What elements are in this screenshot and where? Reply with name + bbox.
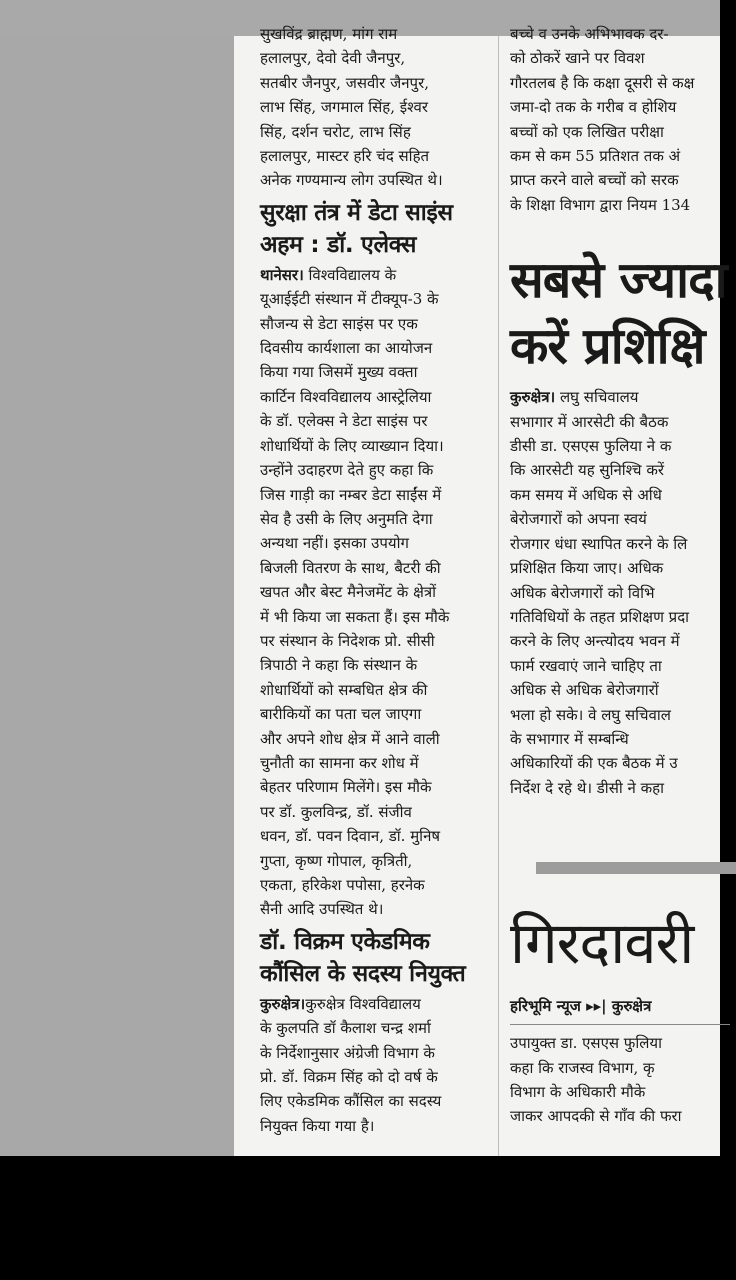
text-line: के कुलपति डॉ कैलाश चन्द्र शर्मा [260,1019,431,1038]
text-span: कुरुक्षेत्र विश्वविद्यालय [305,994,421,1013]
text-line: उपायुक्त डा. एसएस फुलिया [510,1034,662,1053]
text-span: विश्वविद्यालय के [308,265,397,284]
text-line: प्रो. डॉ. विक्रम सिंह को दो वर्ष के [260,1068,438,1087]
text-line: गौरतलब है कि कक्षा दूसरी से कक्ष [510,73,695,92]
text-span: लघु सचिवालय [560,388,639,407]
dateline: थानेसर। [260,265,304,284]
text-line: एकता, हरिकेश पपोसा, हरनेक [260,876,425,894]
text-line: कार्टिन विश्वविद्यालय आस्ट्रेलिया [260,387,432,406]
text-line: के डॉ. एलेक्स ने डेटा साइंस पर [260,412,428,431]
dateline: कुरुक्षेत्र। [260,994,306,1013]
text-line: गुप्ता, कृष्ण गोपाल, कृत्रिती, [260,851,413,870]
newspaper-page [234,25,727,1156]
article-girdawari-body [510,1031,730,1129]
big-headline-girdawari: गिरदावरी [510,909,694,978]
text-line: कि आरसेटी यह सुनिश्चि करें [510,461,664,480]
text-line: धवन, डॉ. पवन दिवान, डॉ. मुनिष [260,827,441,846]
text-line: लाभ सिंह, जगमाल सिंह, ईश्वर [260,98,429,117]
text-line: बारीकियों का पता चल जाएगा [260,705,422,724]
text-line: खपत और बेस्ट मैनेजमेंट के क्षेत्रों [260,583,437,602]
text-line [260,992,500,1016]
text-line: चुनौती का सामना कर शोध में [260,753,419,772]
text-line: बिजली वितरण के साथ, बैटरी की [260,558,441,577]
text-line: यूआईईटी संस्थान में टीक्यूप-3 के [260,290,439,309]
text-line: हलालपुर, देवो देवी जैनपुर, [260,49,406,68]
text-line: भला हो सके। वे लघु सचिवाल [510,705,671,724]
text-line: उन्होंने उदाहरण देते हुए कहा कि [260,461,434,480]
text-line: बेरोजगारों को अपना स्वयं [510,510,647,529]
partial-top-line: सुखविंद्र ब्राह्मण, मांग राम [260,25,398,43]
text-line: शोधार्थियों के लिए व्याख्यान दिया। [260,436,444,455]
text-line: किया गया जिसमें मुख्य वक्ता [260,363,418,382]
text-line: कम समय में अधिक से अधि [510,485,662,504]
text-line: लिए एकेडमिक कौंसिल का सदस्य [260,1092,442,1111]
byline: हरिभूमि न्यूज ▸▸| कुरुक्षेत्र [510,996,730,1025]
headline-line: अहम : डॉ. एलेक्स [260,231,417,258]
text-line: के निर्देशानुसार अंग्रेजी विभाग के [260,1043,435,1062]
article-dr-vikram [260,926,500,1138]
text-line: के सभागार में सम्बन्धि [510,729,629,748]
column-divider [498,36,499,1156]
right-column [510,25,730,1129]
text-line [510,385,730,409]
text-line: जाकर आपदकी से गाँव की फरा [510,1107,682,1126]
text-line: बच्चे व उनके अभिभावक दर- [510,25,669,43]
left-margin-background [0,36,234,1156]
intro-paragraph [260,46,500,192]
text-line: अधिक बेरोजगारों को विभि [510,583,655,602]
text-line: और अपने शोध क्षेत्र में आने वाली [260,729,440,748]
text-line: सभागार में आरसेटी की बैठक [510,412,669,431]
text-line: सतबीर जैनपुर, जसवीर जैनपुर, [260,73,429,92]
article-headline [260,197,500,261]
article-headline [260,926,500,990]
text-line: में भी किया जा सकता हैं। इस मौके [260,607,450,626]
bottom-black-bar [0,1156,720,1280]
text-line: अधिकारियों की एक बैठक में उ [510,754,678,773]
text-line: को ठोकरें खाने पर विवश [510,49,645,68]
text-line: हलालपुर, मास्टर हरि चंद सहित [260,147,430,166]
headline-line: डॉ. विक्रम एकेडमिक [260,928,430,955]
text-line: अधिक से अधिक बेरोजगारों [510,681,659,700]
text-line: त्रिपाठी ने कहा कि संस्थान के [260,656,418,675]
text-line: कहा कि राजस्व विभाग, कृ [510,1058,655,1077]
text-line: विभाग के अधिकारी मौके [510,1082,646,1101]
text-line [260,263,500,287]
text-line: रोजगार धंधा स्थापित करने के लि [510,534,688,553]
text-line: फार्म रखवाएं जाने चाहिए ता [510,656,662,675]
text-line: दिवसीय कार्यशाला का आयोजन [260,339,433,358]
text-line: गतिविधियों के तहत प्रशिक्षण प्रदा [510,607,690,626]
left-column [260,25,500,1138]
text-line: पर संस्थान के निदेशक प्रो. सीसी [260,631,435,650]
text-line: बेहतर परिणाम मिलेंगे। इस मौके [260,778,432,797]
text-line: सिंह, दर्शन चरोट, लाभ सिंह [260,122,411,141]
text-line: अनेक गण्यमान्य लोग उपस्थित थे। [260,171,443,190]
grey-rule-divider [536,862,736,874]
big-headline-line: सबसे ज्यादा [510,251,727,310]
text-line: प्राप्त करने वाले बच्चों को सरक [510,171,679,190]
text-line: के शिक्षा विभाग द्वारा नियम 134 [510,195,691,214]
text-line: प्रशिक्षित किया जाए। अधिक [510,559,664,578]
text-line: डीसी डा. एसएस फुलिया ने क [510,437,672,456]
text-line: सैनी आदि उपस्थित थे। [260,900,384,919]
text-line: नियुक्त किया गया है। [260,1116,375,1135]
text-line: शोधार्थियों को सम्बधित क्षेत्र की [260,680,428,699]
article-data-science [260,197,500,922]
text-line: कम से कम 55 प्रतिशत तक अं [510,147,681,166]
dateline: कुरुक्षेत्र। [510,388,556,407]
text-line: सौजन्य से डेटा साइंस पर एक [260,314,418,333]
headline-training [510,247,730,379]
text-line: पर डॉ. कुलविन्द्र, डॉ. संजीव [260,802,412,821]
text-line: अन्यथा नहीं। इसका उपयोग [260,534,409,553]
text-line: बच्चों को एक लिखित परीक्षा [510,122,664,141]
text-line: करने के लिए अन्त्योदय भवन में [510,632,680,651]
text-line: सेव है उसी के लिए अनुमति देगा [260,509,433,528]
text-line: जिस गाड़ी का नम्बर डेटा साईंस में [260,485,442,504]
headline-line: सुरक्षा तंत्र में डेटा साइंस [260,199,453,226]
text-line: निर्देश दे रहे थे। डीसी ने कहा [510,778,664,797]
article-training-body [510,385,730,800]
text-line: जमा-दो तक के गरीब व होशिय [510,98,677,117]
big-headline-line: करें प्रशिक्षि [510,317,705,376]
headline-line: कौंसिल के सदस्य नियुक्त [260,960,466,987]
top-continued-paragraph [510,22,730,217]
